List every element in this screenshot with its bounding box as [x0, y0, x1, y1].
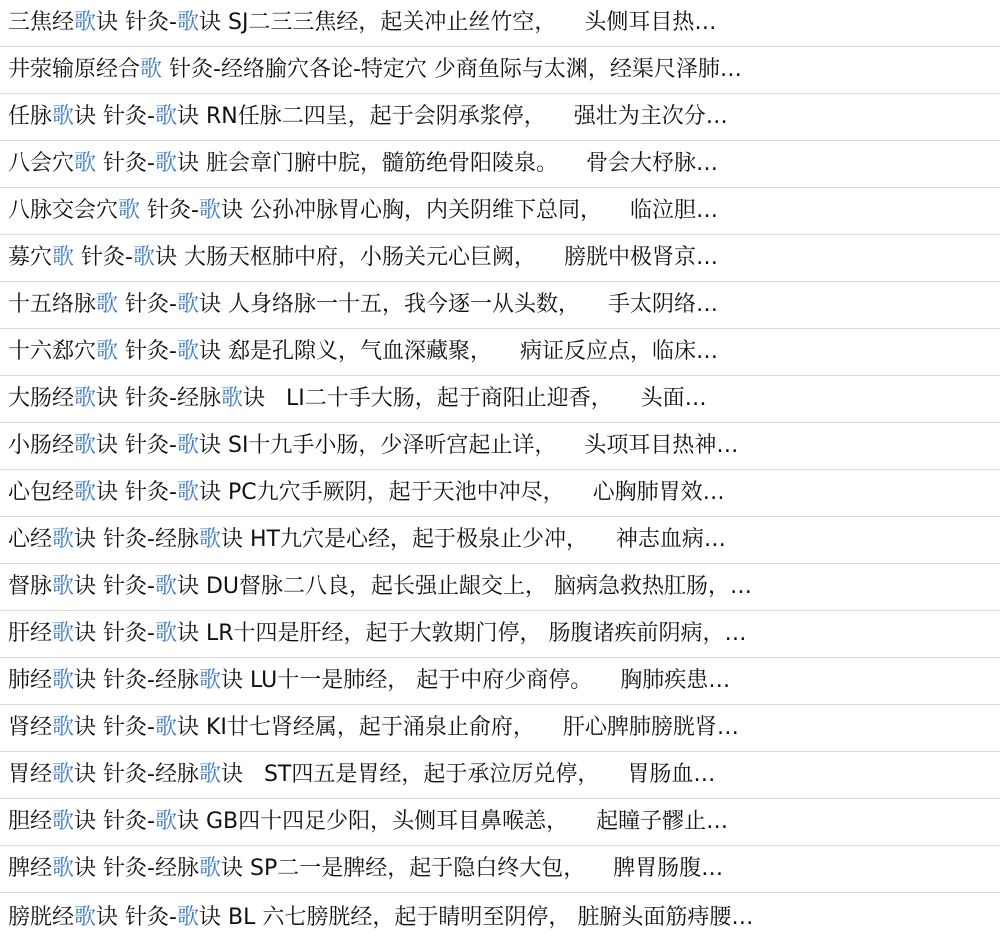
result-row-3[interactable] [0, 94, 1000, 141]
highlight-match: 歌 [52, 715, 75, 740]
highlight-match: 歌 [220, 386, 243, 411]
result-row-6[interactable] [0, 235, 1000, 282]
highlight-match: 歌 [52, 527, 75, 552]
result-row-10[interactable] [0, 423, 1000, 470]
result-row-18[interactable] [0, 799, 1000, 846]
result-row-9[interactable] [0, 376, 1000, 423]
highlight-match: 歌 [154, 574, 177, 599]
highlight-match: 歌 [176, 433, 199, 458]
result-text: 小肠经歌诀 针灸-歌诀 SI十九手小肠，少泽听宫起止详， 头项耳目热神… [8, 433, 739, 458]
highlight-match: 歌 [96, 339, 119, 364]
highlight-match: 歌 [198, 668, 221, 693]
result-row-14[interactable] [0, 611, 1000, 658]
result-text: 十五络脉歌 针灸-歌诀 人身络脉一十五，我今逐一从头数， 手太阴络… [8, 292, 718, 317]
result-row-8[interactable] [0, 329, 1000, 376]
highlight-match: 歌 [52, 104, 75, 129]
highlight-match: 歌 [176, 339, 199, 364]
highlight-match: 歌 [176, 292, 199, 317]
highlight-match: 歌 [140, 57, 163, 82]
highlight-match: 歌 [52, 668, 75, 693]
result-row-12[interactable] [0, 517, 1000, 564]
highlight-match: 歌 [118, 198, 141, 223]
result-text: 膀胱经歌诀 针灸-歌诀 BL 六七膀胱经，起于睛明至阴停， 脏腑头面筋痔腰… [8, 905, 754, 930]
result-row-20[interactable] [0, 893, 1000, 943]
result-text: 大肠经歌诀 针灸-经脉歌诀 LI二十手大肠，起于商阳止迎香， 头面… [8, 386, 707, 411]
highlight-match: 歌 [52, 574, 75, 599]
result-row-11[interactable] [0, 470, 1000, 517]
highlight-match: 歌 [52, 762, 75, 787]
highlight-match: 歌 [198, 198, 221, 223]
highlight-match: 歌 [52, 621, 75, 646]
highlight-match: 歌 [96, 292, 119, 317]
highlight-match: 歌 [176, 905, 199, 930]
highlight-match: 歌 [74, 386, 97, 411]
result-row-4[interactable] [0, 141, 1000, 188]
result-text: 胆经歌诀 针灸-歌诀 GB四十四足少阳，头侧耳目鼻喉恙， 起瞳子髎止… [8, 809, 729, 834]
highlight-match: 歌 [176, 480, 199, 505]
result-text: 心包经歌诀 针灸-歌诀 PC九穴手厥阴，起于天池中冲尽， 心胸肺胃效… [8, 480, 725, 505]
result-row-13[interactable] [0, 564, 1000, 611]
highlight-match: 歌 [52, 856, 75, 881]
result-text: 肺经歌诀 针灸-经脉歌诀 LU十一是肺经， 起于中府少商停。 胸肺疾患… [8, 668, 731, 693]
highlight-match: 歌 [154, 809, 177, 834]
result-text: 心经歌诀 针灸-经脉歌诀 HT九穴是心经，起于极泉止少冲， 神志血病… [8, 527, 726, 552]
result-row-17[interactable] [0, 752, 1000, 799]
result-text: 督脉歌诀 针灸-歌诀 DU督脉二八良，起长强止龈交上， 脑病急救热肛肠，… [8, 574, 753, 599]
result-text: 脾经歌诀 针灸-经脉歌诀 SP二一是脾经，起于隐白终大包， 脾胃肠腹… [8, 856, 724, 881]
result-row-19[interactable] [0, 846, 1000, 893]
highlight-match: 歌 [154, 715, 177, 740]
result-text: 三焦经歌诀 针灸-歌诀 SJ二三三焦经，起关冲止丝竹空， 头侧耳目热… [8, 10, 717, 35]
highlight-match: 歌 [74, 10, 97, 35]
result-row-16[interactable] [0, 705, 1000, 752]
highlight-match: 歌 [74, 480, 97, 505]
result-text: 十六郄穴歌 针灸-歌诀 郄是孔隙义，气血深藏聚， 病证反应点，临床… [8, 339, 718, 364]
highlight-match: 歌 [52, 245, 75, 270]
highlight-match: 歌 [176, 10, 199, 35]
highlight-match: 歌 [198, 762, 221, 787]
result-text: 井荥输原经合歌 针灸-经络腧穴各论-特定穴 少商鱼际与太渊，经渠尺泽肺… [8, 57, 742, 82]
highlight-match: 歌 [74, 151, 97, 176]
result-text: 八脉交会穴歌 针灸-歌诀 公孙冲脉胃心胸，内关阴维下总同， 临泣胆… [8, 198, 718, 223]
result-text: 肝经歌诀 针灸-歌诀 LR十四是肝经，起于大敦期门停， 肠腹诸疾前阴病，… [8, 621, 747, 646]
result-row-1[interactable] [0, 0, 1000, 47]
result-row-15[interactable] [0, 658, 1000, 705]
result-text: 募穴歌 针灸-歌诀 大肠天枢肺中府，小肠关元心巨阙， 膀胱中极肾京… [8, 245, 718, 270]
result-text: 肾经歌诀 针灸-歌诀 KI廿七肾经属，起于涌泉止俞府， 肝心脾肺膀胱肾… [8, 715, 739, 740]
highlight-match: 歌 [198, 856, 221, 881]
highlight-match: 歌 [198, 527, 221, 552]
result-text: 八会穴歌 针灸-歌诀 脏会章门腑中脘，髓筋绝骨阳陵泉。 骨会大杼脉… [8, 151, 718, 176]
result-text: 任脉歌诀 针灸-歌诀 RN任脉二四呈，起于会阴承浆停， 强壮为主次分… [8, 104, 728, 129]
result-row-7[interactable] [0, 282, 1000, 329]
highlight-match: 歌 [74, 905, 97, 930]
highlight-match: 歌 [154, 151, 177, 176]
highlight-match: 歌 [52, 809, 75, 834]
result-row-5[interactable] [0, 188, 1000, 235]
result-row-2[interactable] [0, 47, 1000, 94]
highlight-match: 歌 [74, 433, 97, 458]
highlight-match: 歌 [132, 245, 155, 270]
result-text: 胃经歌诀 针灸-经脉歌诀 ST四五是胃经，起于承泣厉兑停， 胃肠血… [8, 762, 716, 787]
highlight-match: 歌 [154, 621, 177, 646]
highlight-match: 歌 [154, 104, 177, 129]
